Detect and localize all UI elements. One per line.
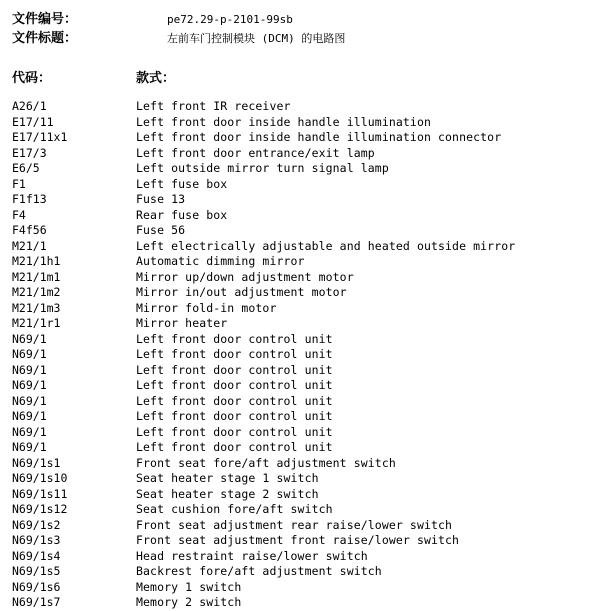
doc-number-value: pe72.29-p-2101-99sb (167, 13, 293, 26)
component-description: Left front door control unit (136, 424, 333, 439)
component-list (0, 99, 603, 611)
component-description: Front seat adjustment front raise/lower switch (136, 533, 460, 547)
component-code: N69/1s3 (12, 533, 61, 547)
component-code: A26/1 (12, 99, 47, 113)
doc-title-label: 文件标题： (12, 31, 78, 46)
component-code: N69/1 (12, 424, 47, 439)
component-description: Left front door control unit (136, 347, 333, 361)
component-description: Left front door control unit (136, 378, 333, 392)
component-code: N69/1s7 (12, 595, 61, 609)
component-description: Left front door inside handle illumination connector (136, 130, 502, 144)
list-item (0, 332, 603, 348)
component-description: Left front door entrance/exit lamp (136, 145, 375, 160)
list-item (0, 208, 603, 224)
component-code: M21/1m1 (12, 269, 61, 284)
list-item (0, 130, 603, 146)
component-description: Fuse 13 (136, 192, 186, 206)
component-description: Left front door control unit (136, 393, 333, 408)
list-item (0, 115, 603, 131)
component-code: M21/1m3 (12, 300, 61, 315)
component-code: M21/1h1 (12, 254, 61, 268)
doc-title-value: 左前车门控制模块 (DCM) 的电路图 (167, 32, 346, 45)
component-description: Left front door control unit (136, 409, 333, 423)
component-code: F4f56 (12, 223, 47, 237)
list-item (0, 533, 603, 549)
component-code: F1f13 (12, 192, 47, 206)
list-item (0, 471, 603, 487)
list-item (0, 301, 603, 317)
list-item (0, 595, 603, 611)
component-description: Left front door control unit (136, 362, 333, 377)
component-description: Mirror heater (136, 316, 228, 330)
list-item (0, 378, 603, 394)
component-description: Left outside mirror turn signal lamp (136, 161, 389, 175)
list-item (0, 487, 603, 503)
component-description: Mirror up/down adjustment motor (136, 269, 354, 284)
component-code: E17/3 (12, 145, 47, 160)
list-item (0, 192, 603, 208)
component-code: E6/5 (12, 161, 40, 175)
list-item (0, 440, 603, 456)
component-code: N69/1s6 (12, 579, 61, 594)
list-item (0, 363, 603, 379)
component-description: Mirror fold-in motor (136, 300, 277, 315)
component-code: M21/1 (12, 238, 47, 253)
component-description: Memory 2 switch (136, 595, 242, 609)
component-code: N69/1s2 (12, 517, 61, 532)
component-description: Mirror in/out adjustment motor (136, 285, 347, 299)
doc-number-label: 文件编号： (12, 12, 78, 27)
component-code: N69/1 (12, 362, 47, 377)
list-item (0, 502, 603, 518)
list-item (0, 239, 603, 255)
component-code: N69/1s10 (12, 471, 68, 485)
component-code: N69/1 (12, 347, 47, 361)
component-description: Automatic dimming mirror (136, 254, 305, 268)
component-code: N69/1 (12, 378, 47, 392)
component-code: E17/11 (12, 114, 54, 129)
list-item (0, 285, 603, 301)
component-description: Rear fuse box (136, 207, 228, 222)
component-code: N69/1s11 (12, 486, 68, 501)
component-description: Front seat adjustment rear raise/lower switch (136, 517, 453, 532)
component-description: Seat heater stage 1 switch (136, 471, 319, 485)
component-description: Left electrically adjustable and heated outside mirror (136, 238, 516, 253)
component-code: N69/1s1 (12, 455, 61, 470)
component-description: Front seat fore/aft adjustment switch (136, 455, 396, 470)
component-description: Seat heater stage 2 switch (136, 486, 319, 501)
component-code: N69/1 (12, 440, 47, 454)
component-code: N69/1 (12, 409, 47, 423)
list-item (0, 394, 603, 410)
list-item (0, 254, 603, 270)
component-code: N69/1 (12, 393, 47, 408)
list-item (0, 223, 603, 239)
component-code: N69/1s12 (12, 502, 68, 516)
component-description: Head restraint raise/lower switch (136, 548, 368, 563)
component-code: F4 (12, 207, 26, 222)
list-item (0, 425, 603, 441)
code-column-header: 代码： (12, 71, 52, 86)
list-item (0, 177, 603, 193)
component-code: M21/1r1 (12, 316, 61, 330)
component-description: Left front IR receiver (136, 99, 291, 113)
component-code: E17/11x1 (12, 130, 68, 144)
list-item (0, 99, 603, 115)
list-item (0, 518, 603, 534)
list-item (0, 456, 603, 472)
list-item (0, 316, 603, 332)
component-description: Backrest fore/aft adjustment switch (136, 564, 382, 578)
component-description: Left front door control unit (136, 331, 333, 346)
desc-column-header: 款式： (136, 71, 176, 86)
component-code: F1 (12, 176, 26, 191)
list-item (0, 146, 603, 162)
list-item (0, 161, 603, 177)
component-description: Left fuse box (136, 176, 228, 191)
component-code: N69/1 (12, 331, 47, 346)
component-description: Left front door control unit (136, 440, 333, 454)
component-description: Seat cushion fore/aft switch (136, 502, 333, 516)
list-item (0, 564, 603, 580)
list-item (0, 347, 603, 363)
component-code: N69/1s4 (12, 548, 61, 563)
list-item (0, 549, 603, 565)
list-item (0, 409, 603, 425)
component-description: Memory 1 switch (136, 579, 242, 594)
component-description: Left front door inside handle illumination (136, 114, 431, 129)
list-item (0, 580, 603, 596)
component-code: M21/1m2 (12, 285, 61, 299)
component-description: Fuse 56 (136, 223, 186, 237)
component-code: N69/1s5 (12, 564, 61, 578)
list-item (0, 270, 603, 286)
